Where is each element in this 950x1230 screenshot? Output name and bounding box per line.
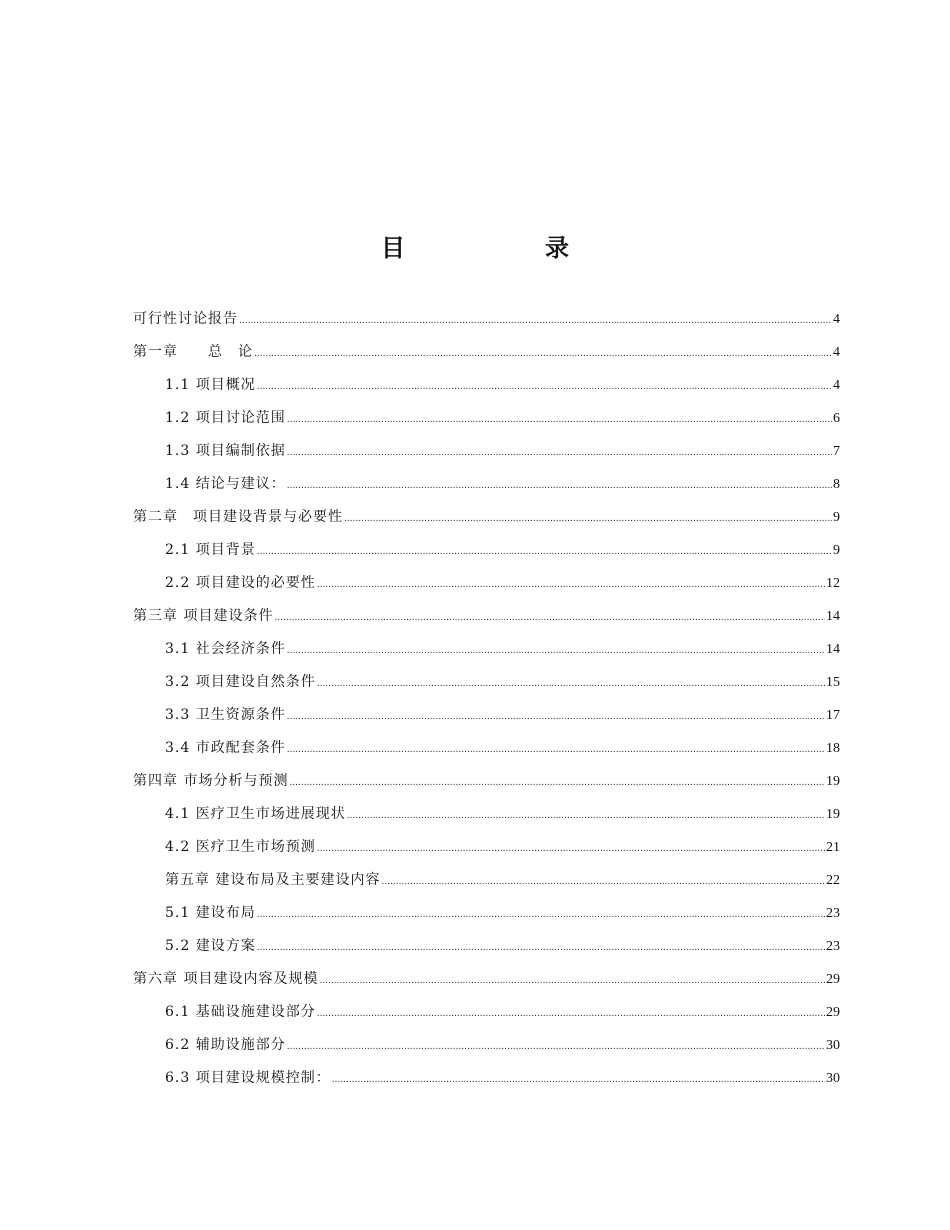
toc-page-number: 14 — [826, 642, 840, 657]
toc-entry-text: 第五章 建设布局及主要建设内容 — [165, 872, 381, 888]
toc-entry-text: 第四章 市场分析与预测 — [133, 773, 289, 789]
toc-page-number: 4 — [833, 378, 840, 393]
toc-page-number: 22 — [826, 873, 840, 888]
toc-entry[interactable] — [133, 633, 840, 666]
toc-entry[interactable] — [133, 963, 840, 996]
toc-entry[interactable] — [133, 600, 840, 633]
toc-entry-text: 3.1 社会经济条件 — [165, 641, 286, 657]
toc-page-number: 19 — [826, 774, 840, 789]
toc-entry[interactable] — [133, 567, 840, 600]
toc-page-number: 19 — [826, 807, 840, 822]
toc-dot-leader — [274, 602, 825, 635]
toc-dot-leader — [344, 503, 832, 536]
toc-title: 目 录 — [381, 233, 627, 262]
toc-entry-text: 可行性讨论报告 — [133, 311, 238, 327]
toc-page-number: 18 — [826, 741, 840, 756]
toc-page-number: 8 — [833, 477, 840, 492]
toc-entry[interactable] — [133, 798, 840, 831]
toc-page-number: 12 — [826, 576, 840, 591]
toc-dot-leader — [317, 569, 825, 602]
toc-page-number: 4 — [833, 345, 840, 360]
toc-entry[interactable] — [133, 435, 840, 468]
toc-dot-leader — [347, 800, 825, 833]
toc-entry[interactable] — [133, 732, 840, 765]
toc-page-number: 7 — [833, 444, 840, 459]
table-of-contents — [133, 303, 840, 1095]
toc-dot-leader — [287, 470, 832, 503]
toc-page-number: 4 — [833, 312, 840, 327]
toc-page-number: 17 — [826, 708, 840, 723]
toc-entry-text: 2.2 项目建设的必要性 — [165, 575, 316, 591]
toc-entry-text: 3.2 项目建设自然条件 — [165, 674, 316, 690]
toc-entry-text: 6.3 项目建设规模控制： — [165, 1070, 331, 1086]
toc-entry-text: 6.2 辅助设施部分 — [165, 1037, 286, 1053]
toc-page-number: 23 — [826, 906, 840, 921]
toc-dot-leader — [287, 734, 825, 767]
toc-entry[interactable] — [133, 765, 840, 798]
toc-entry-text: 4.2 医疗卫生市场预测 — [165, 839, 316, 855]
toc-page-number: 29 — [826, 972, 840, 987]
toc-dot-leader — [287, 701, 825, 734]
toc-entry-text: 5.1 建设布局 — [165, 905, 256, 921]
toc-entry-text: 3.3 卫生资源条件 — [165, 707, 286, 723]
toc-entry-text: 第六章 项目建设内容及规模 — [133, 971, 319, 987]
toc-page-number: 9 — [833, 510, 840, 525]
toc-entry[interactable] — [133, 699, 840, 732]
toc-entry[interactable] — [133, 666, 840, 699]
toc-entry-text: 2.1 项目背景 — [165, 542, 256, 558]
toc-entry[interactable] — [133, 831, 840, 864]
toc-entry-text: 第三章 项目建设条件 — [133, 608, 274, 624]
toc-dot-leader — [381, 866, 825, 899]
toc-dot-leader — [317, 998, 825, 1031]
toc-entry[interactable] — [133, 369, 840, 402]
toc-page-number: 9 — [833, 543, 840, 558]
toc-page-number: 29 — [826, 1005, 840, 1020]
toc-page-number: 23 — [826, 939, 840, 954]
toc-dot-leader — [317, 668, 825, 701]
toc-entry[interactable] — [133, 897, 840, 930]
toc-dot-leader — [319, 965, 825, 998]
toc-entry-text: 1.3 项目编制依据 — [165, 443, 286, 459]
toc-entry[interactable] — [133, 303, 840, 336]
toc-dot-leader — [287, 404, 832, 437]
toc-page-number: 6 — [833, 411, 840, 426]
toc-entry[interactable] — [133, 930, 840, 963]
toc-entry-text: 3.4 市政配套条件 — [165, 740, 286, 756]
toc-entry[interactable] — [133, 402, 840, 435]
toc-page-number: 14 — [826, 609, 840, 624]
toc-entry[interactable] — [133, 468, 840, 501]
toc-dot-leader — [239, 305, 832, 338]
toc-dot-leader — [317, 833, 825, 866]
toc-entry-text: 1.4 结论与建议： — [165, 476, 286, 492]
toc-entry[interactable] — [133, 501, 840, 534]
toc-entry-text: 6.1 基础设施建设部分 — [165, 1004, 316, 1020]
toc-entry[interactable] — [133, 1029, 840, 1062]
toc-dot-leader — [287, 437, 832, 470]
toc-entry[interactable] — [133, 336, 840, 369]
toc-dot-leader — [287, 635, 825, 668]
toc-page-number: 30 — [826, 1071, 840, 1086]
toc-page-number: 21 — [826, 840, 840, 855]
toc-page-number: 15 — [826, 675, 840, 690]
toc-entry-text: 第一章 总 论 — [133, 344, 253, 360]
toc-dot-leader — [289, 767, 825, 800]
toc-dot-leader — [257, 536, 832, 569]
toc-dot-leader — [257, 371, 832, 404]
toc-page-number: 30 — [826, 1038, 840, 1053]
toc-dot-leader — [332, 1064, 825, 1097]
toc-dot-leader — [257, 899, 825, 932]
toc-entry[interactable] — [133, 534, 840, 567]
toc-dot-leader — [257, 932, 825, 965]
toc-entry-text: 第二章 项目建设背景与必要性 — [133, 509, 343, 525]
toc-entry-text: 1.2 项目讨论范围 — [165, 410, 286, 426]
toc-entry[interactable] — [133, 996, 840, 1029]
toc-dot-leader — [287, 1031, 825, 1064]
toc-entry[interactable] — [133, 864, 840, 897]
toc-entry[interactable] — [133, 1062, 840, 1095]
toc-dot-leader — [254, 338, 832, 371]
toc-entry-text: 4.1 医疗卫生市场进展现状 — [165, 806, 346, 822]
toc-entry-text: 1.1 项目概况 — [165, 377, 256, 393]
toc-entry-text: 5.2 建设方案 — [165, 938, 256, 954]
